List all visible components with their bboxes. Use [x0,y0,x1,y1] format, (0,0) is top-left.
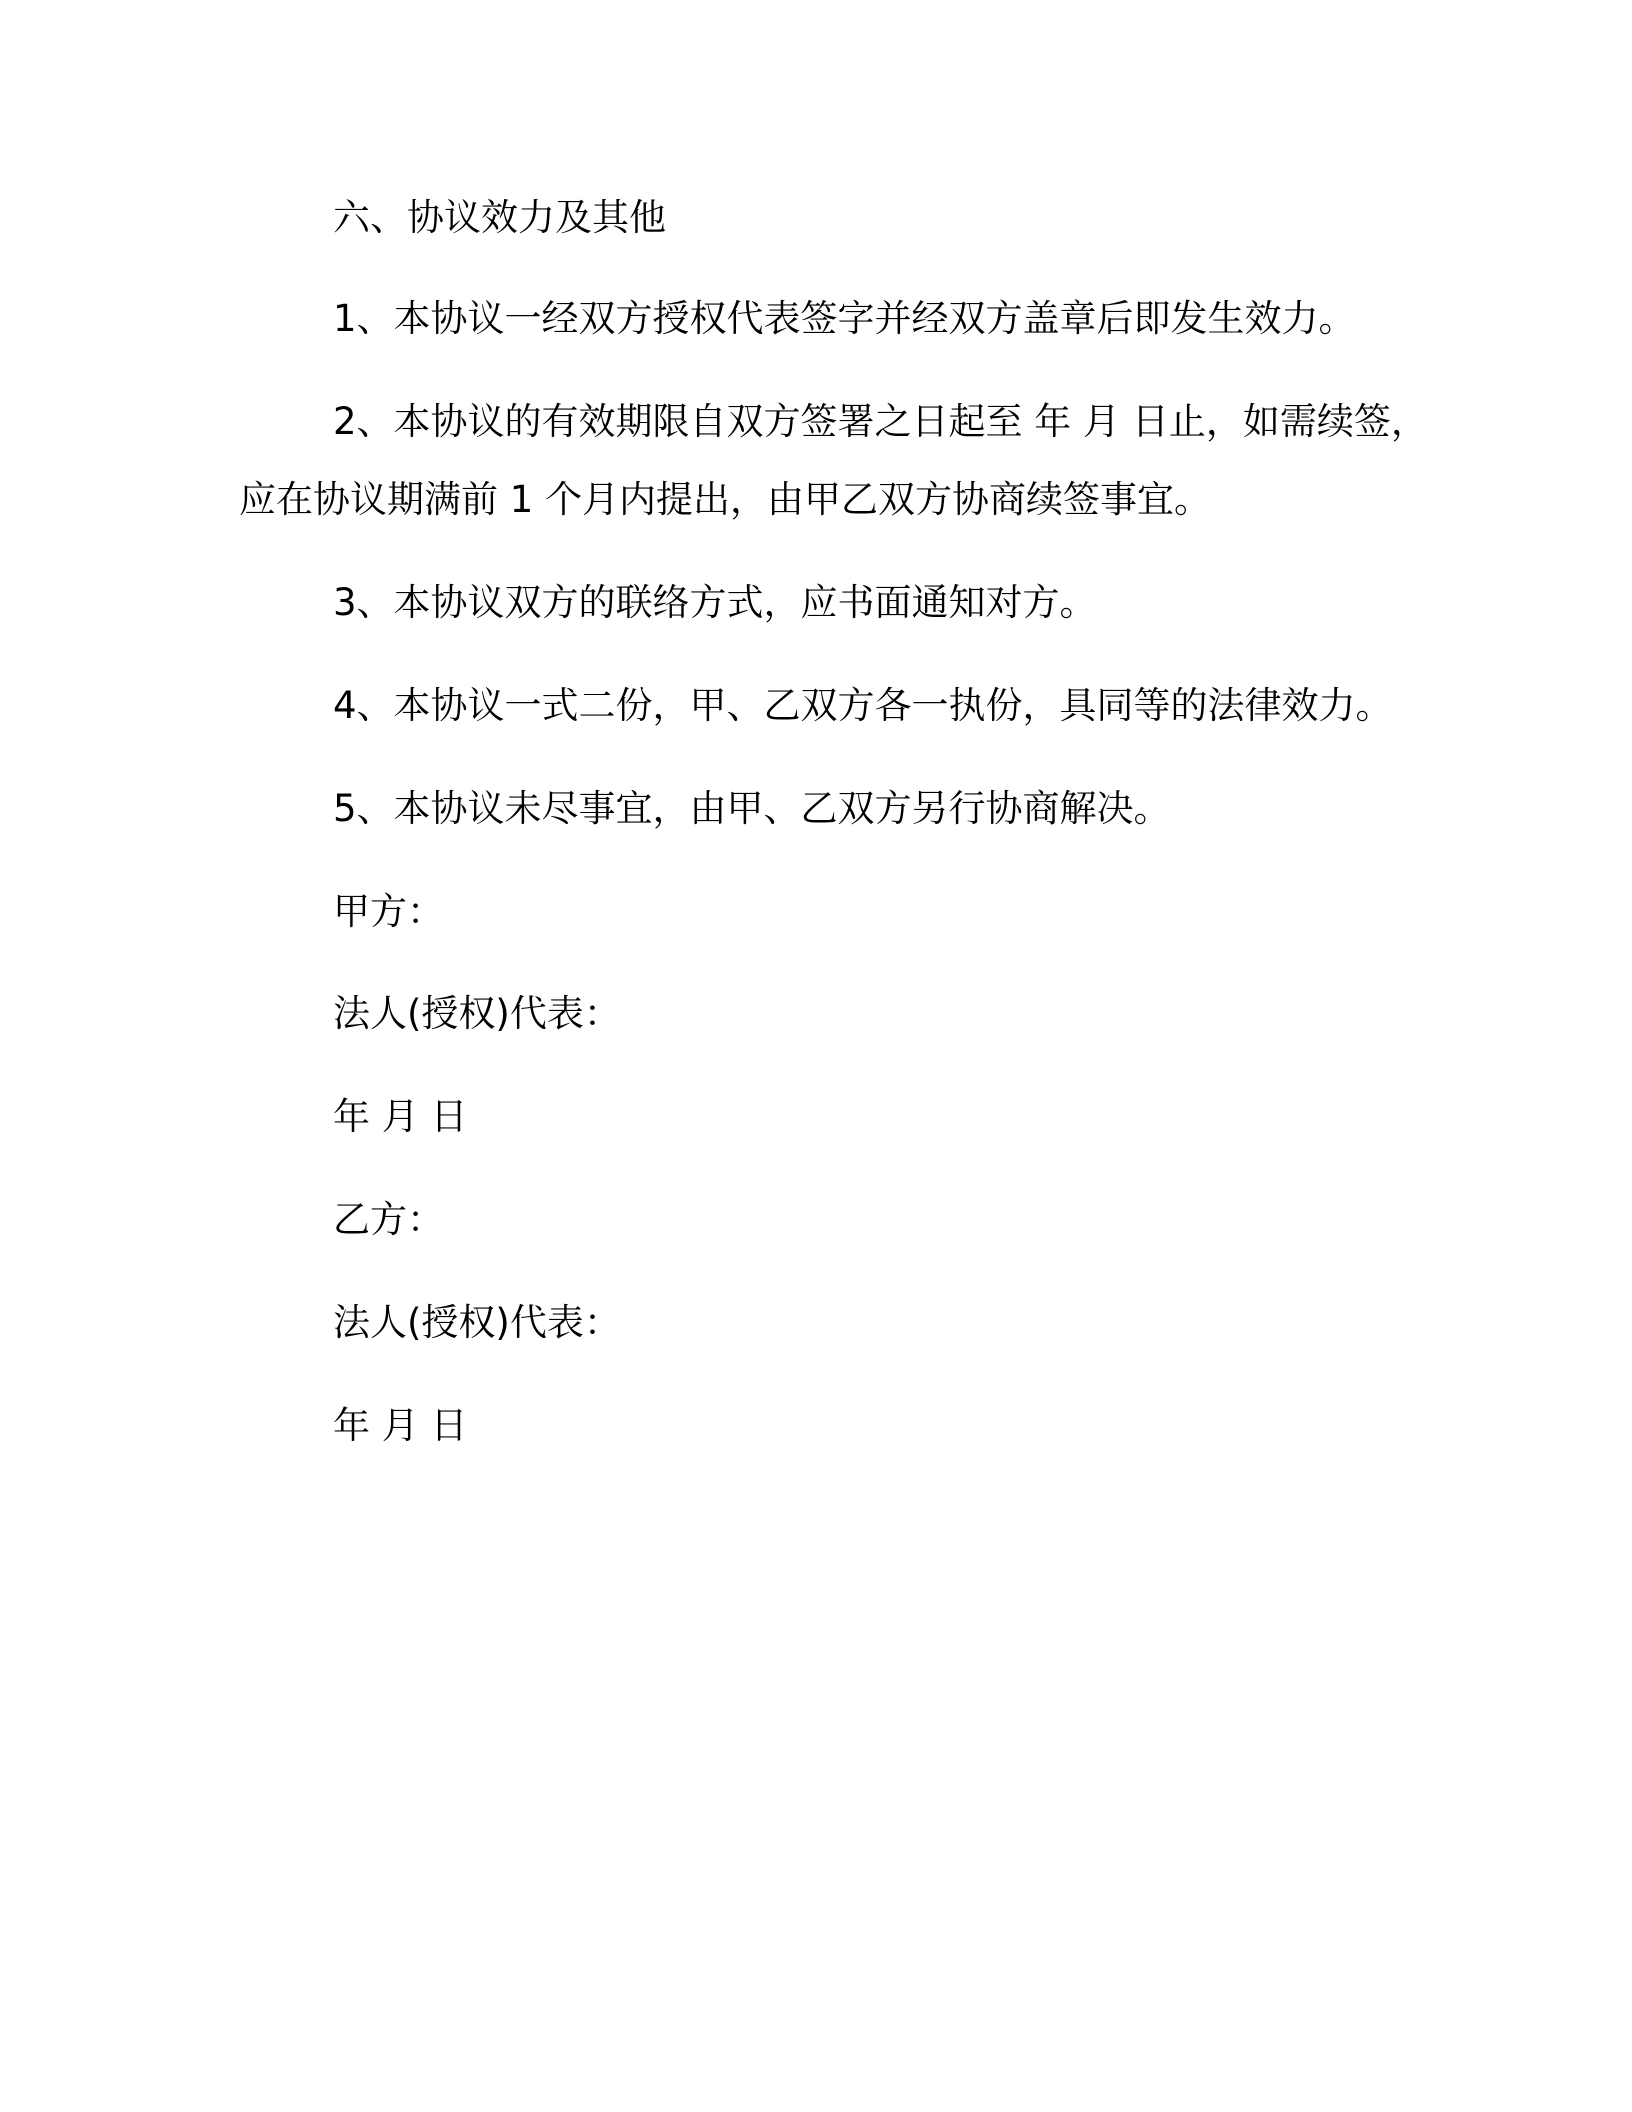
clause-4: 4、本协议一式二份，甲、乙双方各一执份，具同等的法律效力。 [333,684,1393,727]
section-heading: 六、协议效力及其他 [333,196,666,239]
party-b-label: 乙方： [333,1198,444,1241]
clause-2-line-1: 2、本协议的有效期限自双方签署之日起至 年 月 日止，如需续签， [333,400,1428,443]
clause-2-line-2: 应在协议期满前 1 个月内提出，由甲乙双方协商续签事宜。 [239,478,1212,521]
party-a-date: 年 月 日 [333,1095,468,1138]
party-b-representative: 法人(授权)代表： [333,1301,621,1344]
clause-1: 1、本协议一经双方授权代表签字并经双方盖章后即发生效力。 [333,297,1356,340]
clause-3: 3、本协议双方的联络方式，应书面通知对方。 [333,581,1097,624]
clause-5: 5、本协议未尽事宜，由甲、乙双方另行协商解决。 [333,787,1171,830]
party-b-date: 年 月 日 [333,1404,468,1447]
party-a-representative: 法人(授权)代表： [333,992,621,1035]
party-a-label: 甲方： [333,890,444,933]
